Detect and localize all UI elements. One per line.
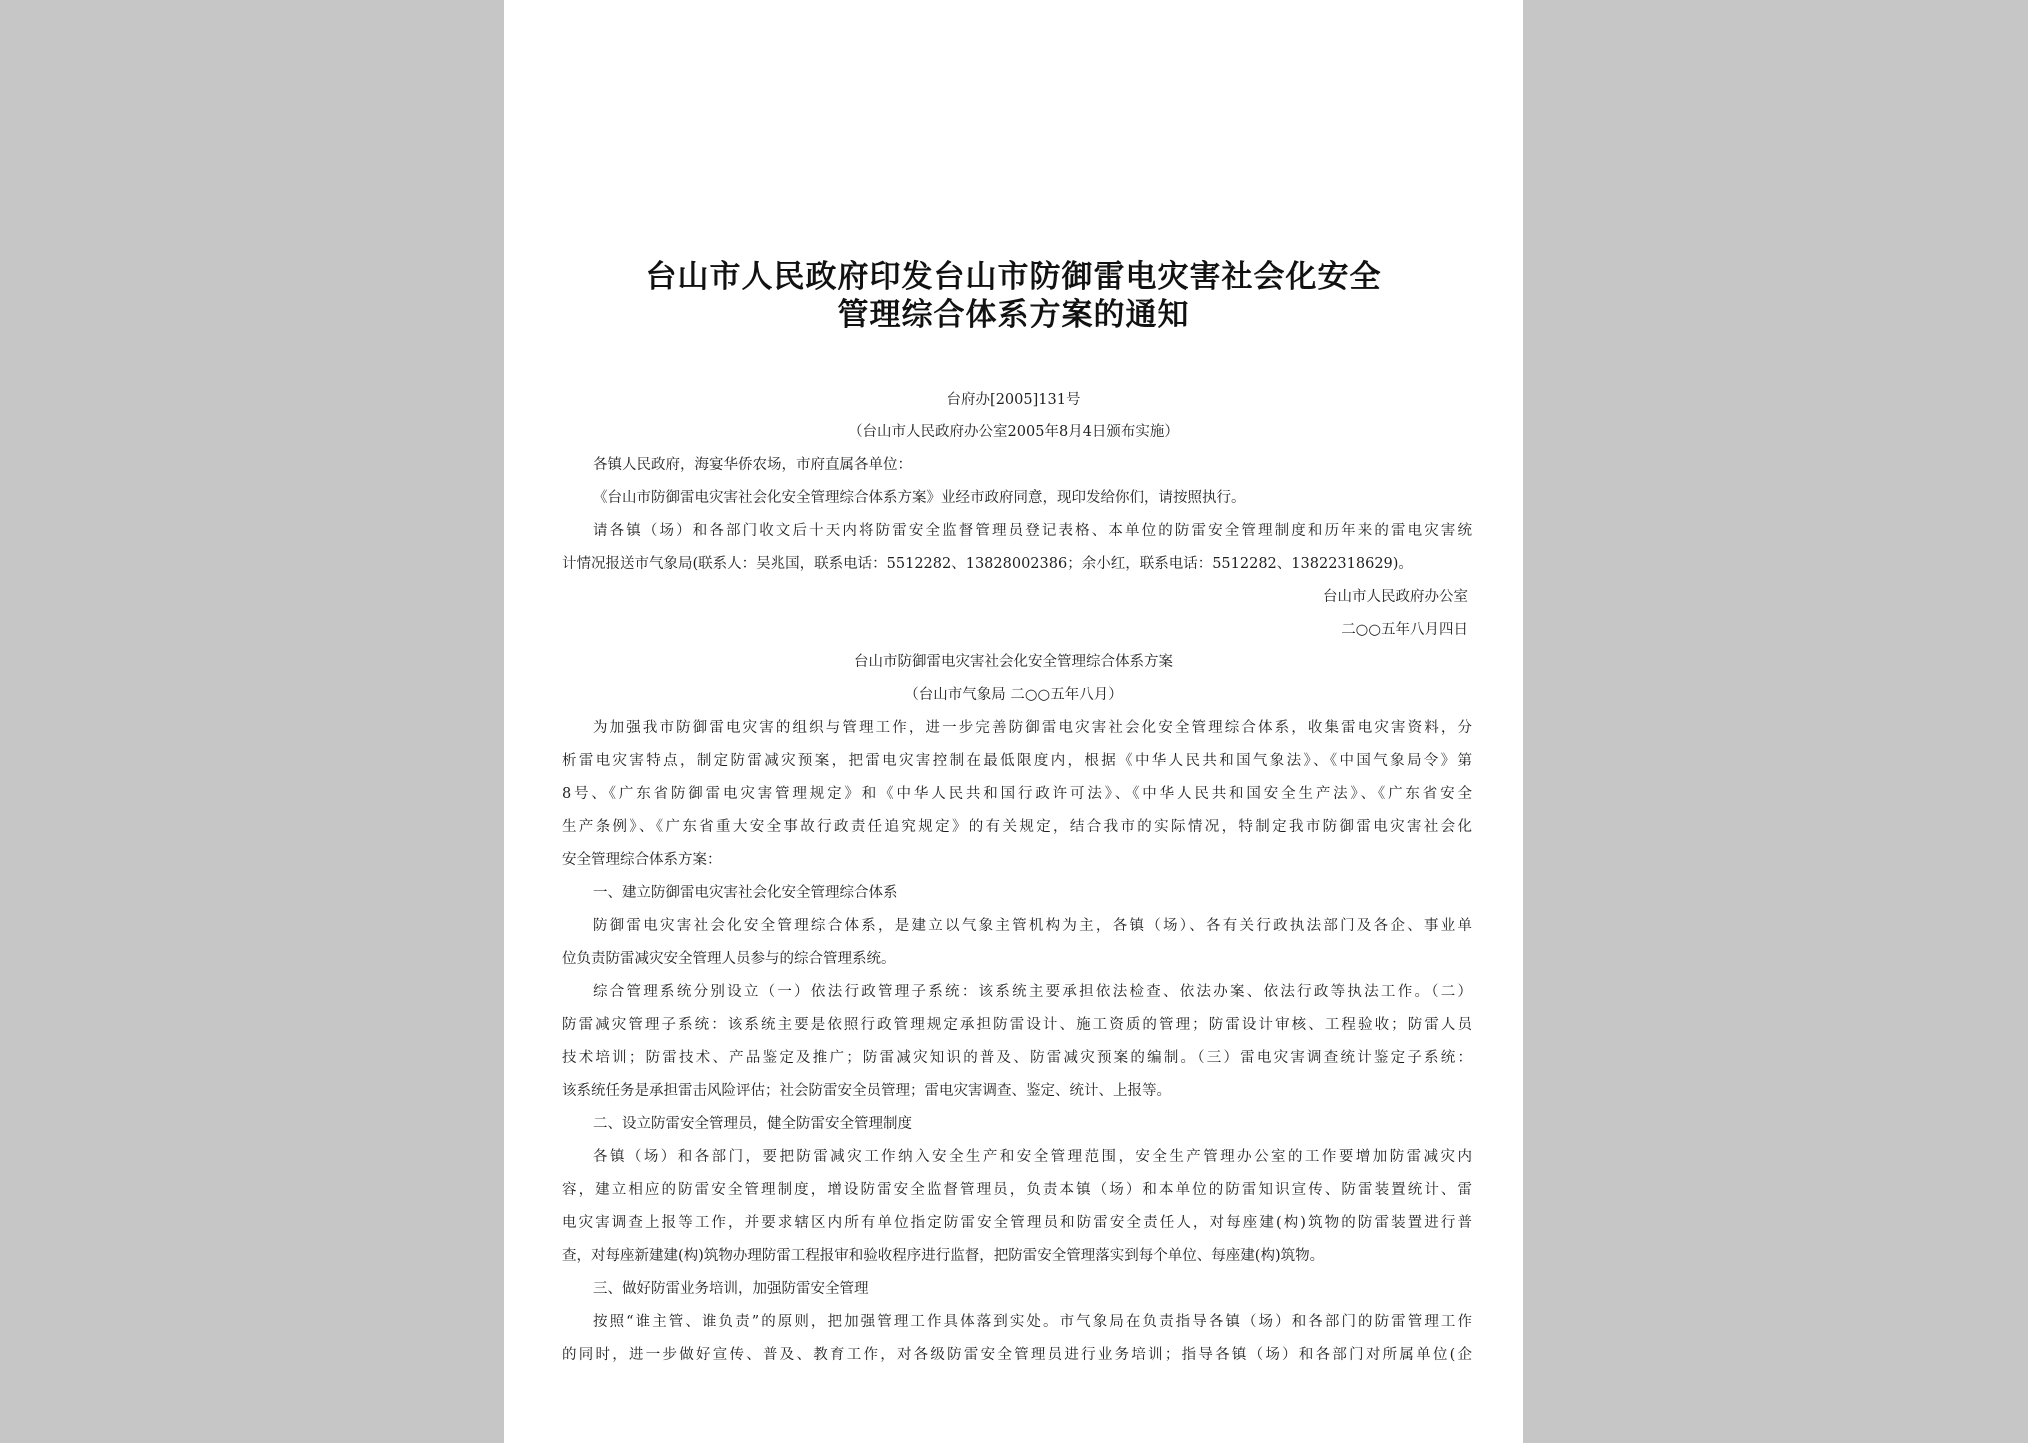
issuer-note: （台山市人民政府办公室2005年8月4日颁布实施） xyxy=(848,424,1179,440)
paragraph-line: 析雷电灾害特点，制定防雷减灾预案，把雷电灾害控制在最低限度内，根据《中华人民共和国气象法》、《中国气象局令》第 xyxy=(562,753,1472,769)
paragraph-line: 按照“谁主管、谁负责”的原则，把加强管理工作具体落到实处。市气象局在负责指导各镇（场）和各部门的防雷管理工作 xyxy=(593,1314,1472,1330)
paragraph-line: 容，建立相应的防雷安全管理制度，增设防雷安全监督管理员，负责本镇（场）和本单位的防雷知识宣传、防雷装置统计、雷 xyxy=(562,1182,1472,1198)
section-heading: 二、设立防雷安全管理员，健全防雷安全管理制度 xyxy=(593,1116,912,1132)
section-heading: 一、建立防御雷电灾害社会化安全管理综合体系 xyxy=(593,885,898,901)
annex-issuer: （台山市气象局 二○○五年八月） xyxy=(904,687,1123,703)
addressee: 各镇人民政府，海宴华侨农场，市府直属各单位： xyxy=(593,457,912,473)
document-title xyxy=(504,258,1523,334)
signature: 台山市人民政府办公室 xyxy=(1323,589,1468,605)
paragraph-line: 综合管理系统分别设立（一）依法行政管理子系统：该系统主要承担依法检查、依法办案、依法行政等执法工作。（二） xyxy=(593,984,1472,1000)
paragraph-line: 8号、《广东省防御雷电灾害管理规定》和《中华人民共和国行政许可法》、《中华人民共和国安全生产法》、《广东省安全 xyxy=(562,786,1472,802)
paragraph-line: 位负责防雷减灾安全管理人员参与的综合管理系统。 xyxy=(562,951,896,967)
issue-date: 二○○五年八月四日 xyxy=(1341,622,1468,638)
paragraph-line: 的同时，进一步做好宣传、普及、教育工作，对各级防雷安全管理员进行业务培训；指导各镇（场）和各部门对所属单位(企 xyxy=(562,1347,1472,1363)
paragraph-line: 该系统任务是承担雷击风险评估；社会防雷安全员管理；雷电灾害调查、鉴定、统计、上报等。 xyxy=(562,1083,1171,1099)
paragraph-line: 防雷减灾管理子系统：该系统主要是依照行政管理规定承担防雷设计、施工资质的管理；防雷设计审核、工程验收；防雷人员 xyxy=(562,1017,1472,1033)
paragraph-line: 请各镇（场）和各部门收文后十天内将防雷安全监督管理员登记表格、本单位的防雷安全管理制度和历年来的雷电灾害统 xyxy=(593,523,1472,539)
paragraph-line: 技术培训；防雷技术、产品鉴定及推广；防雷减灾知识的普及、防雷减灾预案的编制。（三）雷电灾害调查统计鉴定子系统： xyxy=(562,1050,1472,1066)
paragraph: 《台山市防御雷电灾害社会化安全管理综合体系方案》业经市政府同意，现印发给你们，请按照执行。 xyxy=(593,490,1246,506)
paragraph-line: 为加强我市防御雷电灾害的组织与管理工作，进一步完善防御雷电灾害社会化安全管理综合体系，收集雷电灾害资料，分 xyxy=(593,720,1472,736)
paragraph-line: 生产条例》、《广东省重大安全事故行政责任追究规定》的有关规定，结合我市的实际情况，特制定我市防御雷电灾害社会化 xyxy=(562,819,1472,835)
paragraph-line: 计情况报送市气象局(联系人：吴兆国，联系电话：5512282、13828002386；余小红，联系电话：5512282、13822318629)。 xyxy=(562,556,1413,572)
document-page xyxy=(504,0,1523,1443)
title-line-1: 台山市人民政府印发台山市防御雷电灾害社会化安全 xyxy=(645,259,1382,295)
paragraph-line: 电灾害调查上报等工作，并要求辖区内所有单位指定防雷安全管理员和防雷安全责任人，对每座建(构)筑物的防雷装置进行普 xyxy=(562,1215,1472,1231)
title-line-2: 管理综合体系方案的通知 xyxy=(837,297,1190,333)
doc-number: 台府办[2005]131号 xyxy=(946,392,1081,408)
annex-title: 台山市防御雷电灾害社会化安全管理综合体系方案 xyxy=(854,654,1173,670)
paragraph-line: 各镇（场）和各部门，要把防雷减灾工作纳入安全生产和安全管理范围，安全生产管理办公室的工作要增加防雷减灾内 xyxy=(593,1149,1472,1165)
paragraph-line: 查，对每座新建建(构)筑物办理防雷工程报审和验收程序进行监督，把防雷安全管理落实到每个单位、每座建(构)筑物。 xyxy=(562,1248,1325,1264)
section-heading: 三、做好防雷业务培训，加强防雷安全管理 xyxy=(593,1281,869,1297)
paragraph-line: 防御雷电灾害社会化安全管理综合体系，是建立以气象主管机构为主，各镇（场）、各有关行政执法部门及各企、事业单 xyxy=(593,918,1472,934)
paragraph-line: 安全管理综合体系方案： xyxy=(562,852,722,868)
